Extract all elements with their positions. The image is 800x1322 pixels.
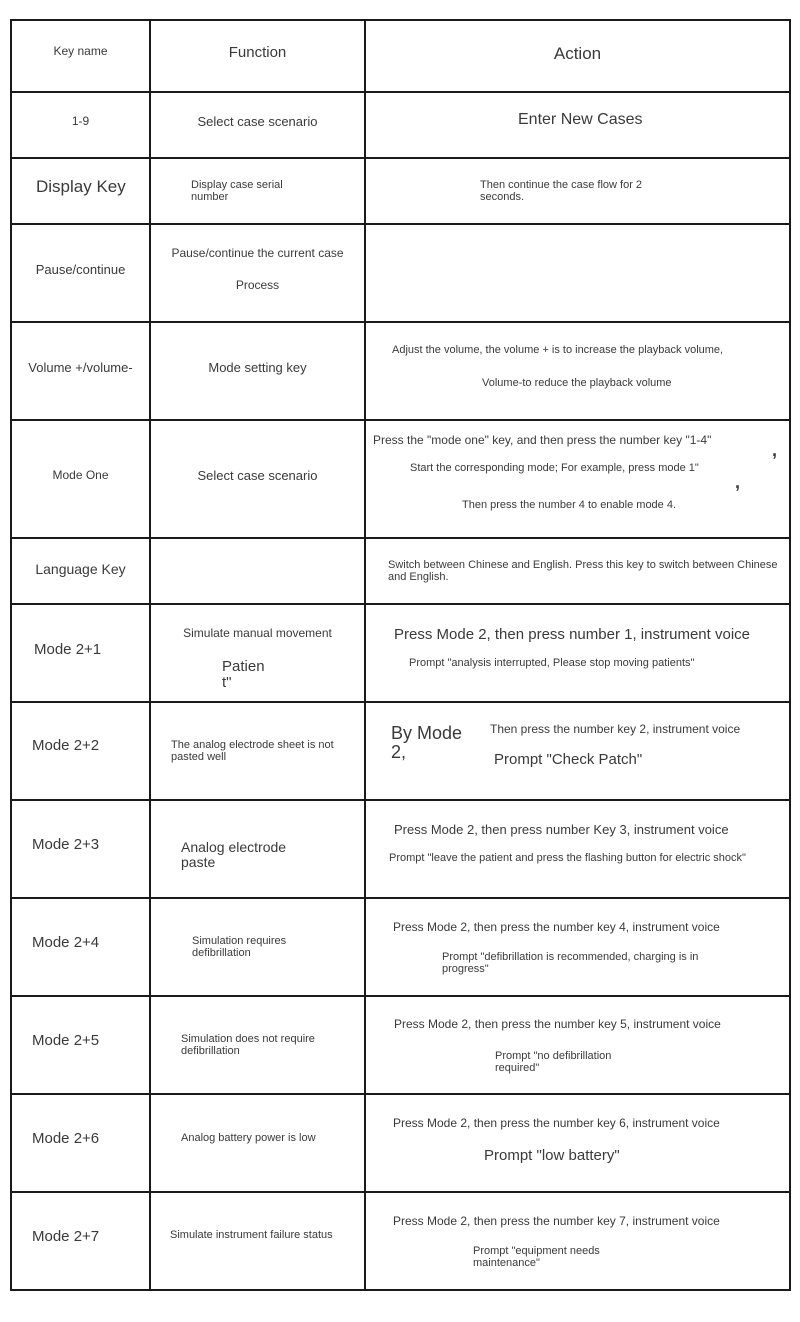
row-action: Switch between Chinese and English. Press this key to switch between Chinese and English. xyxy=(388,559,778,583)
row-action-line2: Prompt "defibrillation is recommended, charging is in progress" xyxy=(442,951,699,975)
row-key: Mode 2+3 xyxy=(32,836,100,853)
row-key: 1-9 xyxy=(71,114,90,128)
table-row xyxy=(11,800,790,898)
row-function: Simulate instrument failure status xyxy=(170,1229,333,1241)
row-key: Language Key xyxy=(35,561,126,577)
row-key: Pause/continue xyxy=(35,262,126,277)
row-action-line1: Press Mode 2, then press the number key 6, instrument voice xyxy=(393,1116,720,1130)
row-function-line1: Pause/continue the current case xyxy=(171,246,344,260)
row-action-line1: Press Mode 2, then press the number key 4, instrument voice xyxy=(393,920,720,934)
header-cell-action xyxy=(365,20,790,92)
row-action-line1: By Mode 2, xyxy=(391,723,463,762)
row-function: Simulation requires defibrillation xyxy=(192,935,287,959)
table-row xyxy=(11,1192,790,1290)
row-action-line2: Then press the number key 2, instrument voice xyxy=(490,722,741,736)
row-function-line1: Simulate manual movement xyxy=(183,626,332,640)
table-row xyxy=(11,1094,790,1192)
row-action-line2: Prompt "analysis interrupted, Please stop moving patients" xyxy=(409,657,695,669)
row-function-line2: Patien t" xyxy=(222,658,265,691)
row-key: Mode 2+6 xyxy=(32,1130,100,1147)
row-function: Display case serial number xyxy=(191,179,283,203)
row-action-line3: Then press the number 4 to enable mode 4. xyxy=(462,499,677,511)
row-key: Display Key xyxy=(36,177,126,196)
row-key: Mode 2+1 xyxy=(34,641,102,658)
row-action-line2: Prompt "leave the patient and press the flashing button for electric shock" xyxy=(389,852,746,864)
row-action-line2: Prompt "no defibrillation required" xyxy=(495,1050,612,1074)
table-row xyxy=(11,702,790,800)
row-function: The analog electrode sheet is not pasted well xyxy=(171,739,334,763)
table-row xyxy=(11,538,790,604)
row-action-line1: Press Mode 2, then press number 1, instrument voice xyxy=(394,626,751,643)
row-function: Select case scenario xyxy=(197,468,318,483)
table-row xyxy=(11,420,790,538)
table-row xyxy=(11,898,790,996)
row-action: Enter New Cases xyxy=(518,111,643,128)
row-key: Mode 2+7 xyxy=(32,1228,100,1245)
table-row xyxy=(11,224,790,322)
row-action-line2: Prompt "equipment needs maintenance" xyxy=(473,1245,600,1269)
row-function: Mode setting key xyxy=(208,360,307,375)
row-key: Volume +/volume- xyxy=(28,360,133,375)
row-action-comma1: , xyxy=(772,440,778,460)
table-header-row xyxy=(11,20,790,92)
row-action-line3: Prompt "Check Patch" xyxy=(494,751,643,768)
header-function: Function xyxy=(228,44,287,61)
table-row xyxy=(11,158,790,224)
table-row xyxy=(11,996,790,1094)
row-function: Analog electrode paste xyxy=(181,839,287,870)
header-key-name: Key name xyxy=(53,44,108,58)
row-action: Then continue the case flow for 2 seconds. xyxy=(480,179,643,203)
row-function: Simulation does not require defibrillation xyxy=(181,1033,315,1057)
row-action-line1: Press Mode 2, then press the number key 5, instrument voice xyxy=(394,1017,721,1031)
row-action-line1: Adjust the volume, the volume + is to increase the playback volume, xyxy=(392,344,724,356)
table-row xyxy=(11,604,790,702)
header-cell-key xyxy=(11,20,150,92)
row-key: Mode 2+4 xyxy=(32,934,100,951)
row-function: Analog battery power is low xyxy=(181,1132,316,1144)
row-key: Mode 2+2 xyxy=(32,737,100,754)
row-function-line2: Process xyxy=(235,278,280,292)
row-action-line1: Press Mode 2, then press the number key 7, instrument voice xyxy=(393,1214,720,1228)
row-function: Select case scenario xyxy=(197,114,318,129)
row-action-line2: Start the corresponding mode; For example, press mode 1" xyxy=(410,462,699,474)
row-action-line2: Prompt "low battery" xyxy=(484,1147,620,1164)
row-action-empty xyxy=(365,224,790,322)
key-function-table xyxy=(10,19,791,1291)
header-action: Action xyxy=(553,44,602,63)
header-cell-function xyxy=(150,20,365,92)
row-key: Mode 2+5 xyxy=(32,1032,100,1049)
row-action-line1: Press Mode 2, then press number Key 3, instrument voice xyxy=(394,822,729,837)
row-function-empty xyxy=(150,538,365,604)
row-key: Mode One xyxy=(52,468,109,482)
table-row xyxy=(11,322,790,420)
row-action-line2: Volume-to reduce the playback volume xyxy=(482,377,672,389)
table-row xyxy=(11,92,790,158)
row-action-comma2: , xyxy=(735,472,741,492)
row-action-line1: Press the "mode one" key, and then press the number key "1-4" xyxy=(373,433,712,447)
